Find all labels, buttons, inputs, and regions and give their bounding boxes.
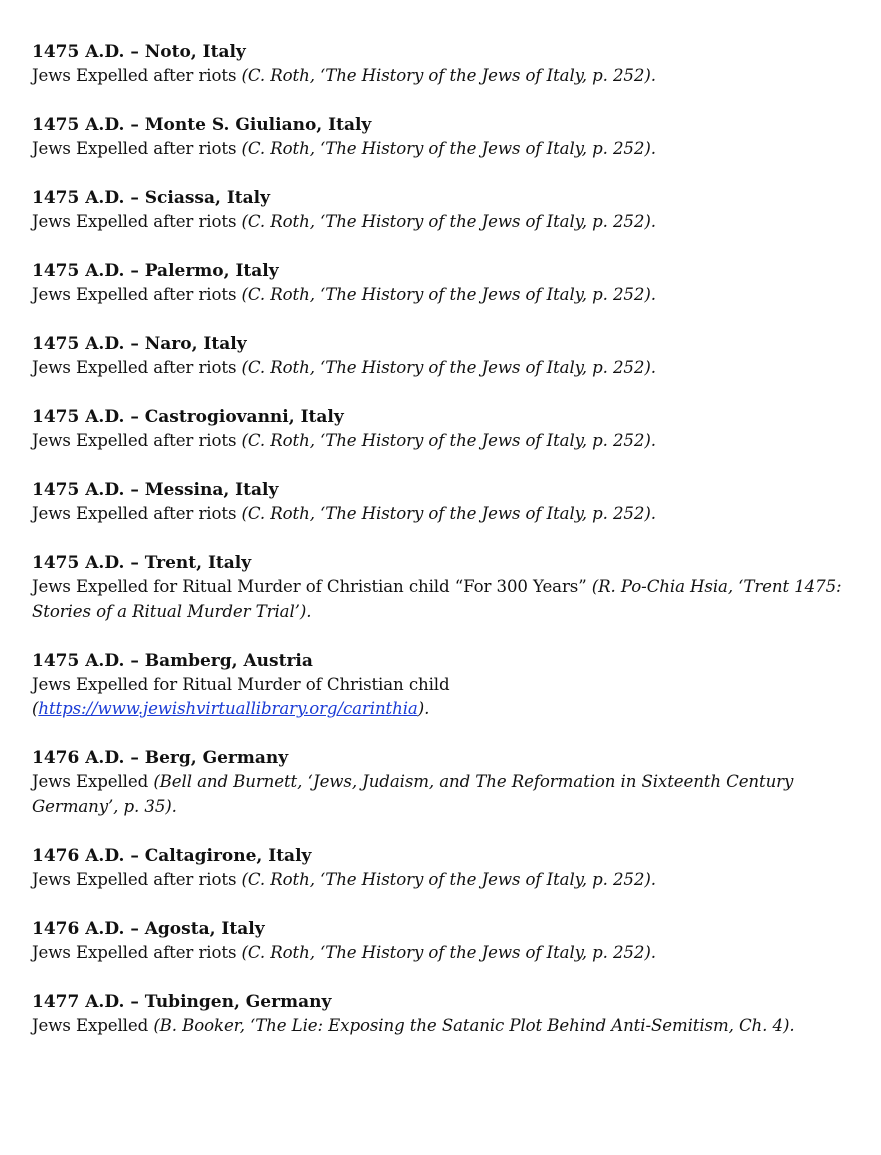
- entry-citation: [32, 697, 852, 722]
- entry-heading: 1475 A.D. – Bamberg, Austria: [32, 650, 313, 671]
- entry-heading: 1475 A.D. – Palermo, Italy: [32, 261, 279, 281]
- entry-text: Jews Expelled: [32, 772, 154, 791]
- entry-body: [32, 429, 852, 454]
- entry-text: Jews Expelled after riots: [32, 66, 242, 85]
- entry-noto: [32, 40, 852, 89]
- entry-body: [32, 64, 852, 89]
- entry-monte-s-giuliano: [32, 113, 852, 162]
- entry-text: Jews Expelled after riots: [32, 504, 242, 523]
- entry-body: [32, 868, 852, 893]
- entry-heading: 1476 A.D. – Berg, Germany: [32, 748, 289, 768]
- entry-body: [32, 356, 852, 381]
- entry-text: Jews Expelled for Ritual Murder of Christian child: [32, 674, 450, 694]
- entry-text: Jews Expelled for Ritual Murder of Christian child “For 300 Years”: [32, 577, 592, 596]
- entry-heading: 1477 A.D. – Tubingen, Germany: [32, 991, 332, 1012]
- entry-body: [32, 770, 852, 819]
- entry-citation: (C. Roth, ‘The History of the Jews of Italy, p. 252).: [241, 212, 656, 231]
- document-page: [32, 40, 852, 1063]
- entry-citation: (C. Roth, ‘The History of the Jews of Italy, p. 252).: [241, 504, 656, 523]
- entry-citation: (C. Roth, ‘The History of the Jews of Italy, p. 252).: [241, 869, 656, 889]
- entry-citation: (B. Booker, ‘The Lie: Exposing the Satanic Plot Behind Anti-Semitism, Ch. 4).: [153, 1015, 795, 1035]
- entry-body: [32, 210, 852, 235]
- entry-text: Jews Expelled after riots: [32, 431, 242, 450]
- entry-citation: (C. Roth, ‘The History of the Jews of Italy, p. 252).: [241, 431, 656, 450]
- entry-body: [32, 673, 852, 722]
- entry-naro: [32, 332, 852, 381]
- entry-trent: [32, 551, 852, 624]
- entry-body: [32, 283, 852, 308]
- entry-heading: 1475 A.D. – Messina, Italy: [32, 480, 279, 500]
- entry-heading: 1475 A.D. – Monte S. Giuliano, Italy: [32, 115, 372, 135]
- entry-caltagirone: [32, 844, 852, 893]
- entry-citation: (C. Roth, ‘The History of the Jews of Italy, p. 252).: [241, 942, 656, 962]
- entry-body: [32, 575, 852, 624]
- entry-body: [32, 941, 852, 966]
- source-link[interactable]: https://www.jewishvirtuallibrary.org/carinthia: [38, 699, 418, 718]
- entry-heading: 1475 A.D. – Noto, Italy: [32, 42, 246, 62]
- entry-heading: 1476 A.D. – Agosta, Italy: [32, 918, 265, 939]
- entry-bamberg: [32, 649, 852, 722]
- entry-berg: [32, 746, 852, 819]
- entry-citation: (R. Po-Chia Hsia, ‘Trent 1475: Stories of a Ritual Murder Trial’).: [32, 577, 842, 621]
- entry-heading: 1475 A.D. – Sciassa, Italy: [32, 188, 270, 208]
- entry-text: Jews Expelled: [32, 1015, 154, 1035]
- entry-body: [32, 502, 852, 527]
- entry-castrogiovanni: [32, 405, 852, 454]
- entry-messina: [32, 478, 852, 527]
- entry-text: Jews Expelled after riots: [32, 139, 242, 158]
- entry-heading: 1476 A.D. – Caltagirone, Italy: [32, 845, 312, 866]
- entry-text: Jews Expelled after riots: [32, 942, 242, 962]
- entry-citation: (C. Roth, ‘The History of the Jews of Italy, p. 252).: [241, 66, 656, 85]
- entry-citation: (C. Roth, ‘The History of the Jews of Italy, p. 252).: [241, 285, 656, 304]
- entry-body: [32, 137, 852, 162]
- entry-agosta: [32, 917, 852, 966]
- entry-palermo: [32, 259, 852, 308]
- entry-citation: (C. Roth, ‘The History of the Jews of Italy, p. 252).: [241, 358, 656, 377]
- entry-text: Jews Expelled after riots: [32, 358, 242, 377]
- citation-open-paren: (: [32, 699, 39, 718]
- entry-tubingen: [32, 990, 852, 1039]
- entry-text: Jews Expelled after riots: [32, 212, 242, 231]
- entry-body: [32, 1014, 852, 1039]
- entry-text: Jews Expelled after riots: [32, 869, 242, 889]
- entry-heading: 1475 A.D. – Trent, Italy: [32, 553, 252, 573]
- entry-citation: (C. Roth, ‘The History of the Jews of Italy, p. 252).: [241, 139, 656, 158]
- entry-citation: (Bell and Burnett, ‘Jews, Judaism, and The Reformation in Sixteenth Century Germany’, p. 35).: [32, 772, 794, 816]
- entry-sciassa: [32, 186, 852, 235]
- entry-text: Jews Expelled after riots: [32, 285, 242, 304]
- entry-heading: 1475 A.D. – Naro, Italy: [32, 334, 247, 354]
- citation-close-paren: ).: [417, 699, 430, 718]
- entry-heading: 1475 A.D. – Castrogiovanni, Italy: [32, 407, 344, 427]
